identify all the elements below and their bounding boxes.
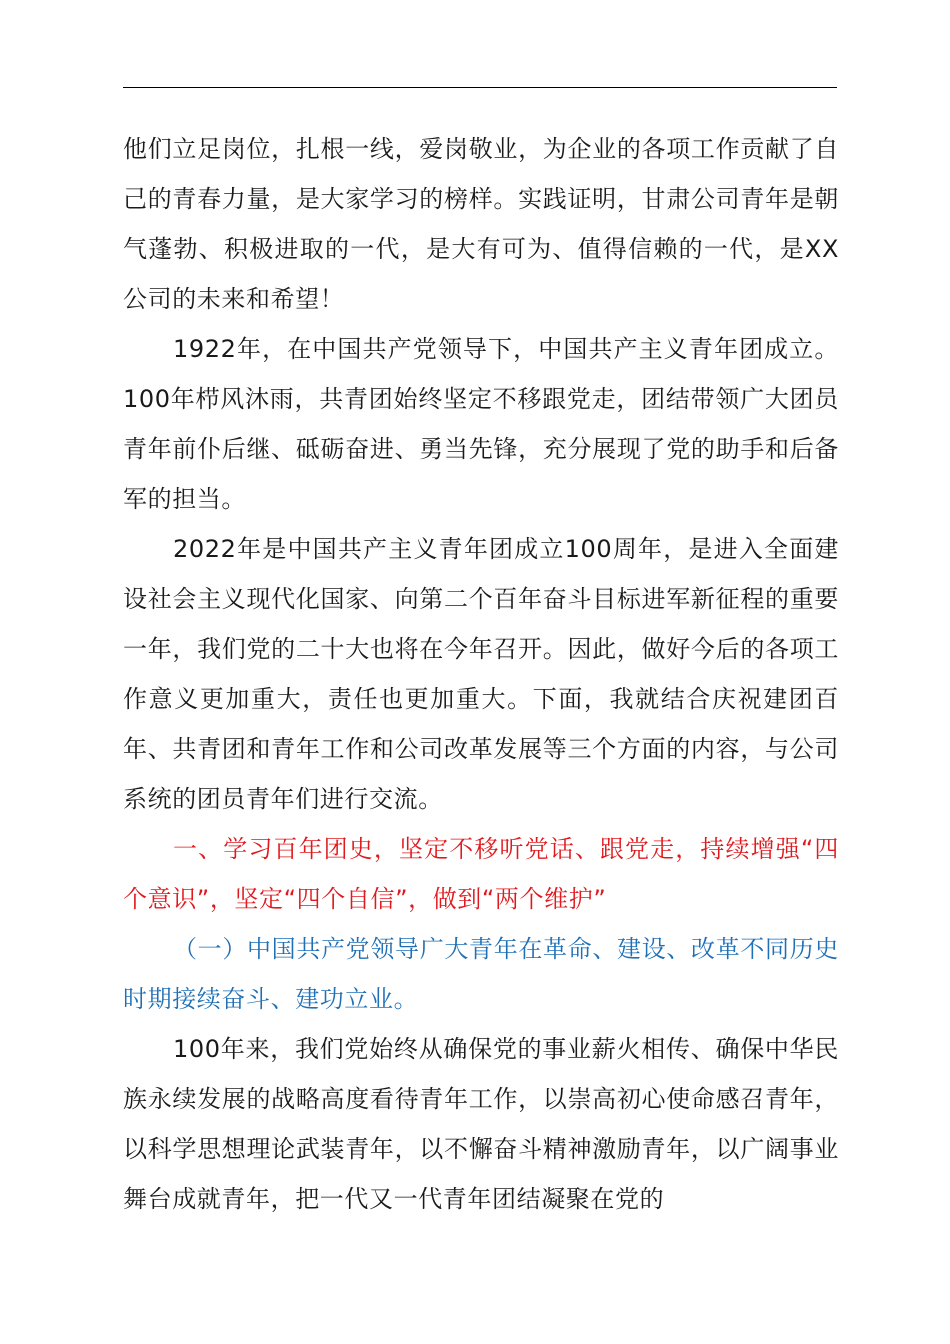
header-rule xyxy=(123,87,837,88)
document-body xyxy=(123,124,839,1224)
body-paragraph-1922: 1922年，在中国共产党领导下，中国共产主义青年团成立。100年栉风沐雨，共青团始终坚定不移跟党走，团结带领广大团员青年前仆后继、砥砺奋进、勇当先锋，充分展现了党的助手和后备军的担当。 xyxy=(123,335,839,513)
subsection-heading-1: （一）中国共产党领导广大青年在革命、建设、改革不同历史时期接续奋斗、建功立业。 xyxy=(123,935,839,1013)
body-paragraph-2022: 2022年是中国共产主义青年团成立100周年，是进入全面建设社会主义现代化国家、向第二个百年奋斗目标进军新征程的重要一年，我们党的二十大也将在今年召开。因此，做好今后的各项工作意义更加重大，责任也更加重大。下面，我就结合庆祝建团百年、共青团和青年工作和公司改革发展等三个方面的内容，与公司系统的团员青年们进行交流。 xyxy=(123,535,839,813)
body-paragraph-continuation: 他们立足岗位，扎根一线，爱岗敬业，为企业的各项工作贡献了自己的青春力量，是大家学习的榜样。实践证明，甘肃公司青年是朝气蓬勃、积极进取的一代，是大有可为、值得信赖的一代，是XX公司的未来和希望！ xyxy=(123,135,839,313)
section-heading-1: 一、学习百年团史，坚定不移听党话、跟党走，持续增强“四个意识”，坚定“四个自信”，做到“两个维护” xyxy=(123,835,839,913)
body-paragraph-100-years: 100年来，我们党始终从确保党的事业薪火相传、确保中华民族永续发展的战略高度看待青年工作，以崇高初心使命感召青年，以科学思想理论武装青年，以不懈奋斗精神激励青年，以广阔事业舞台成就青年，把一代又一代青年团结凝聚在党的 xyxy=(123,1035,839,1213)
